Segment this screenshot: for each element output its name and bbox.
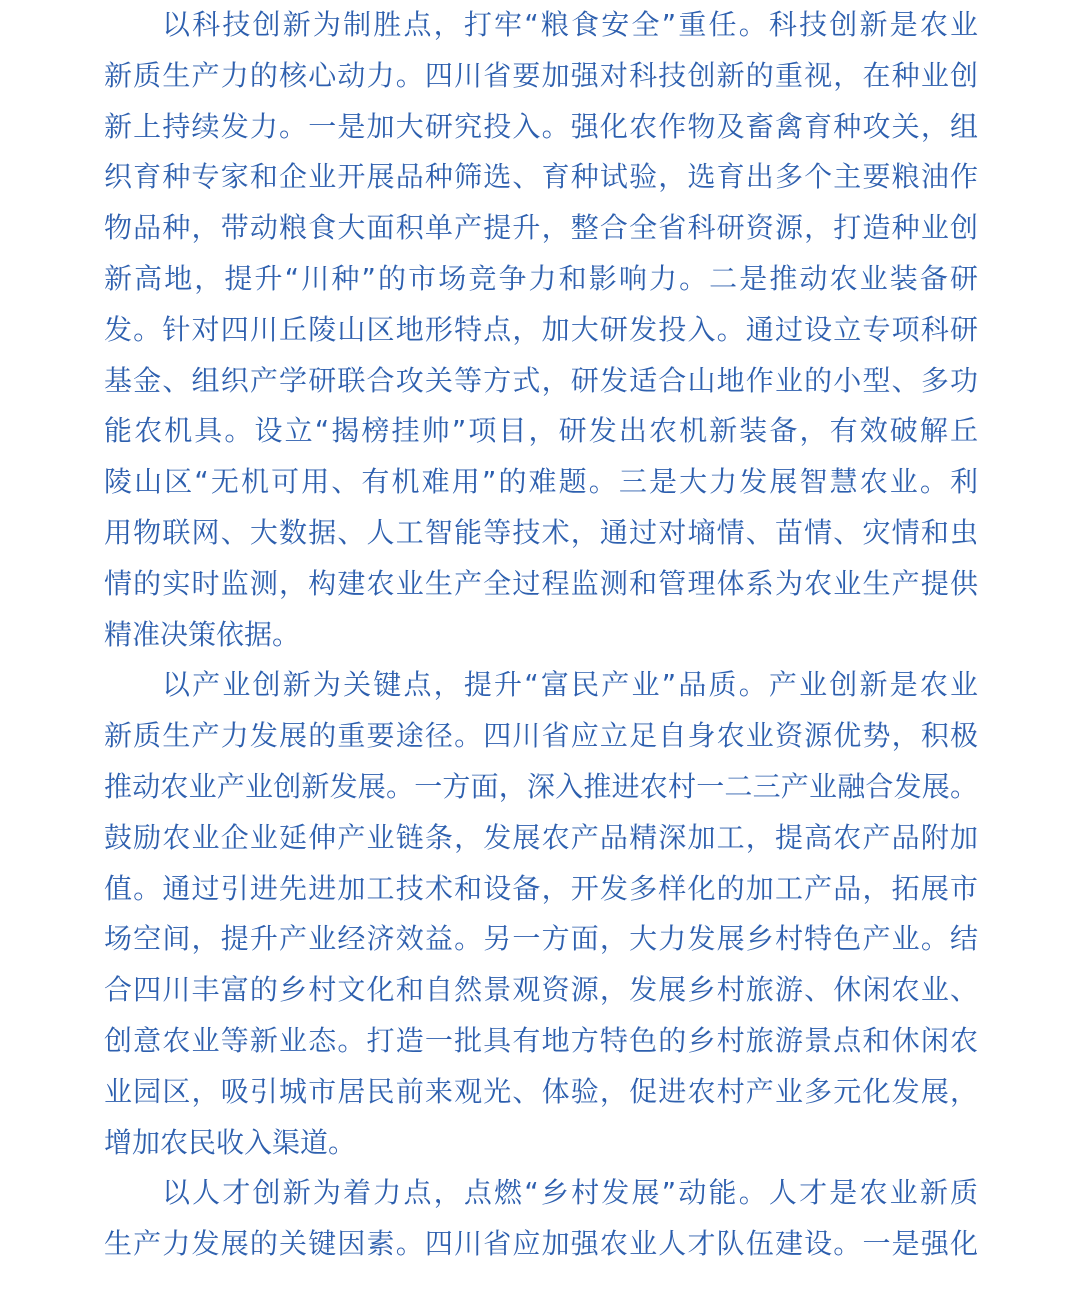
paragraph-line: 用物联网、大数据、人工智能等技术，通过对墒情、苗情、灾情和虫 (104, 515, 978, 549)
paragraph-line: 精准决策依据。 (104, 617, 301, 651)
paragraph-line: 合四川丰富的乡村文化和自然景观资源，发展乡村旅游、休闲农业、 (104, 973, 978, 1007)
paragraph-tech-innovation (104, 0, 978, 660)
paragraph-line: 推动农业产业创新发展。一方面，深入推进农村一二三产业融合发展。 (104, 769, 978, 803)
paragraph-line: 以产业创新为关键点，提升“富民产业”品质。产业创新是农业 (162, 668, 978, 702)
paragraph-line: 业园区，吸引城市居民前来观光、体验，促进农村产业多元化发展， (104, 1074, 978, 1108)
paragraph-line: 以科技创新为制胜点，打牢“粮食安全”重任。科技创新是农业 (162, 8, 978, 41)
paragraph-line: 生产力发展的关键因素。四川省应加强农业人才队伍建设。一是强化 (104, 1227, 978, 1261)
paragraph-line: 陵山区“无机可用、有机难用”的难题。三是大力发展智慧农业。利 (104, 465, 978, 499)
paragraph-line: 值。通过引进先进加工技术和设备，开发多样化的加工产品，拓展市 (104, 871, 978, 905)
paragraph-line: 以人才创新为着力点，点燃“乡村发展”动能。人才是农业新质 (162, 1176, 978, 1210)
article-body (104, 0, 978, 1270)
paragraph-line: 基金、组织产学研联合攻关等方式，研发适合山地作业的小型、多功 (104, 363, 978, 397)
paragraph-line: 物品种，带动粮食大面积单产提升，整合全省科研资源，打造种业创 (104, 211, 978, 245)
paragraph-line: 鼓励农业企业延伸产业链条，发展农产品精深加工，提高农产品附加 (104, 820, 978, 854)
paragraph-industry-innovation (104, 660, 978, 1168)
paragraph-talent-innovation (104, 1168, 978, 1270)
paragraph-line: 织育种专家和企业开展品种筛选、育种试验，选育出多个主要粮油作 (104, 160, 978, 194)
paragraph-line: 增加农民收入渠道。 (104, 1125, 357, 1159)
paragraph-line: 发。针对四川丘陵山区地形特点，加大研发投入。通过设立专项科研 (104, 312, 978, 346)
paragraph-line: 场空间，提升产业经济效益。另一方面，大力发展乡村特色产业。结 (104, 922, 978, 956)
paragraph-line: 创意农业等新业态。打造一批具有地方特色的乡村旅游景点和休闲农 (104, 1023, 978, 1057)
paragraph-line: 新质生产力发展的重要途径。四川省应立足自身农业资源优势，积极 (104, 719, 978, 753)
paragraph-line: 新高地，提升“川种”的市场竞争力和影响力。二是推动农业装备研 (104, 261, 978, 295)
paragraph-line: 能农机具。设立“揭榜挂帅”项目，研发出农机新装备，有效破解丘 (104, 414, 978, 448)
paragraph-line: 新上持续发力。一是加大研究投入。强化农作物及畜禽育种攻关，组 (104, 109, 978, 143)
paragraph-line: 情的实时监测，构建农业生产全过程监测和管理体系为农业生产提供 (104, 566, 978, 600)
paragraph-line: 新质生产力的核心动力。四川省要加强对科技创新的重视，在种业创 (104, 58, 978, 92)
